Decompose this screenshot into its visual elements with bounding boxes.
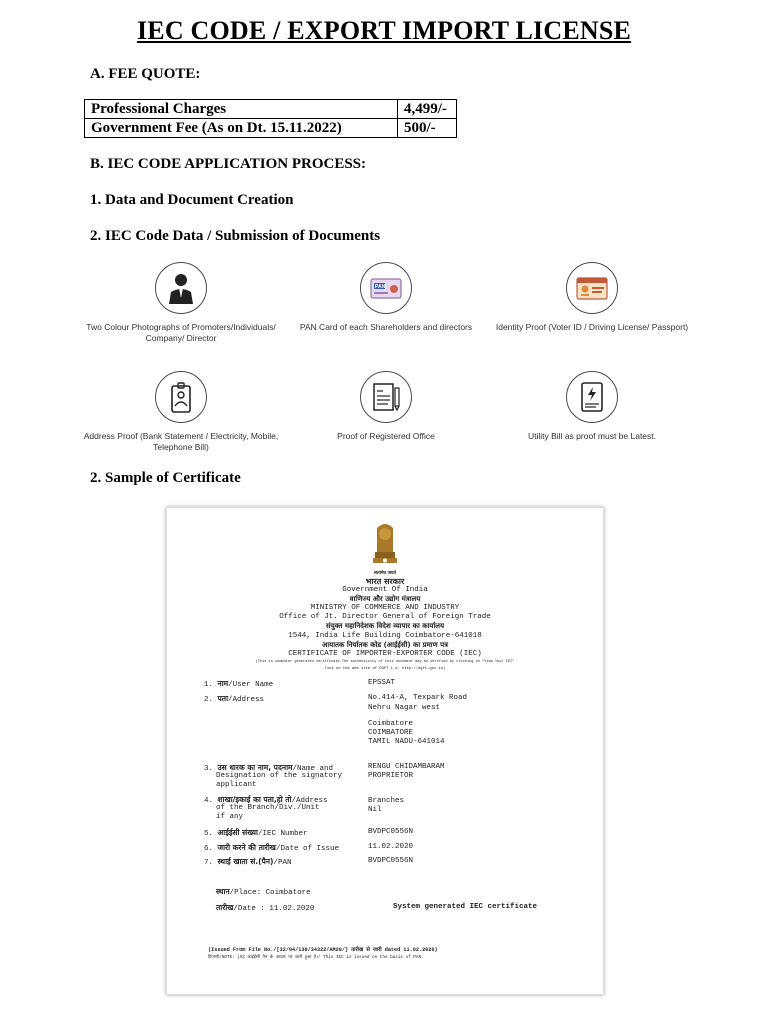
table-row — [85, 100, 457, 119]
pan-card-icon — [360, 262, 412, 314]
document-pen-icon — [360, 371, 412, 423]
field-number: 4. — [204, 797, 214, 805]
cert-header-line: संयुक्त महानिदेशक विदेश व्यापार का कार्यालय — [325, 622, 445, 630]
field-label: of the Branch/Div./Unit — [216, 804, 320, 812]
field-number: 6. — [204, 845, 214, 853]
field-number: 7. — [204, 859, 214, 867]
field-value: BVDPC0556N — [368, 828, 414, 836]
pan-card-label: PAN — [375, 284, 386, 290]
field-label: /Date of Issue — [275, 845, 339, 853]
field-hindi-label: पता — [217, 694, 229, 703]
fee-value: 500/- — [398, 119, 457, 138]
step-1-heading: 1. Data and Document Creation — [90, 192, 294, 208]
id-badge-icon — [155, 371, 207, 423]
fee-label: Government Fee (As on Dt. 15.11.2022) — [85, 119, 398, 138]
national-emblem-icon — [363, 522, 407, 572]
table-row — [85, 119, 457, 138]
field-number: 1. — [204, 681, 214, 689]
cert-header-line: link on the web site of DGFT i.e. http://dgft.gov.in) — [324, 667, 446, 671]
field-hindi-label: नाम — [217, 679, 229, 688]
field-value: EPSSAT — [368, 679, 396, 687]
doc-item-photographs — [66, 262, 296, 344]
field-value: Nehru Nagar west — [368, 704, 441, 712]
field-value: PROPRIETOR — [368, 772, 414, 780]
doc-caption: Two Colour Photographs of Promoters/Individuals/ Company/ Director — [86, 322, 276, 343]
cert-header-line: MINISTRY OF COMMERCE AND INDUSTRY — [310, 604, 460, 612]
cert-header-line: Office of Jt. Director General of Foreign Trade — [279, 613, 491, 621]
field-value: Nil — [368, 806, 382, 814]
field-label: /PAN — [273, 859, 292, 867]
fee-value: 4,499/- — [398, 100, 457, 119]
cert-place: /Place: Coimbatore — [229, 889, 311, 897]
field-label: applicant — [216, 781, 257, 789]
process-heading: B. IEC CODE APPLICATION PROCESS: — [90, 156, 367, 172]
sample-heading: 2. Sample of Certificate — [90, 470, 241, 486]
field-number: 3. — [204, 765, 214, 773]
cert-header-line: भारत सरकार — [365, 577, 405, 586]
field-value: RENGU CHIDAMBARAM — [368, 763, 445, 771]
field-label: /Name and — [292, 765, 334, 773]
fee-label: Professional Charges — [85, 100, 398, 119]
id-card-icon — [566, 262, 618, 314]
field-label: Designation of the signatory — [216, 772, 343, 780]
cert-note: टिप्पणी/NOTE: (यह आईईसी पैन के आधार पर जारी हुआ है।/ This IEC is issued on the basis of PAN. — [208, 955, 424, 960]
field-hindi-label: आईईसी संख्या — [217, 828, 258, 837]
field-label: /Address — [291, 797, 328, 805]
fee-quote-heading: A. FEE QUOTE: — [90, 66, 201, 82]
emblem-motto: सत्यमेव जयते — [373, 571, 397, 576]
cert-header-line: (This is computer generated certificate.The authenticity of this document may be verified by clicking on "View Your IEC" — [255, 660, 515, 664]
doc-item-identity-proof — [477, 262, 707, 333]
person-photo-icon — [155, 262, 207, 314]
field-hindi-label: उस धारक का नाम, पदनाम — [217, 763, 293, 772]
place-hindi-label: स्थान — [216, 887, 230, 896]
field-label: /User Name — [228, 681, 274, 689]
fee-table — [84, 99, 457, 138]
cert-header-line: CERTIFICATE OF IMPORTER-EXPORTER CODE (IEC) — [288, 650, 482, 658]
cert-header-line: Government Of India — [342, 586, 428, 594]
field-value: BVDPC0556N — [368, 857, 414, 865]
doc-caption: Address Proof (Bank Statement / Electricity, Mobile, Telephone Bill) — [83, 431, 279, 452]
doc-item-registered-office — [271, 371, 501, 442]
issued-from-line: (Issued From File No./[32/04/130/34322/AM20/] तारीख से जारी dated 11.02.2020) — [208, 947, 438, 953]
doc-caption: Proof of Registered Office — [337, 431, 435, 441]
field-number: 2. — [204, 696, 214, 704]
field-value: COIMBATORE — [368, 729, 414, 737]
date-hindi-label: तारीख — [216, 903, 234, 912]
field-label: /Address — [228, 696, 265, 704]
field-value: No.414-A, Texpark Road — [368, 694, 468, 702]
system-generated-note: System generated IEC certificate — [393, 903, 538, 911]
field-label: if any — [216, 813, 244, 821]
field-label: /IEC Number — [257, 830, 308, 838]
cert-header-line: आयातक निर्यातक कोड (आईईसी) का प्रमाण पत्र — [322, 641, 448, 649]
doc-caption: Utility Bill as proof must be Latest. — [527, 431, 657, 441]
field-hindi-label: जारी करने की तारीख — [217, 843, 276, 852]
doc-item-pan-card — [271, 262, 501, 333]
field-value: Branches — [368, 797, 405, 805]
utility-bill-icon — [566, 371, 618, 423]
field-hindi-label: शाखा/इकाई का पता,हो तो — [217, 795, 292, 804]
step-2-heading: 2. IEC Code Data / Submission of Documents — [90, 228, 381, 244]
field-value: 11.02.2020 — [368, 843, 414, 851]
doc-caption: Identity Proof (Voter ID / Driving License/ Passport) — [495, 322, 689, 332]
cert-header-line: 1544, India Life Building Coimbatore-641018 — [288, 632, 482, 640]
field-number: 5. — [204, 830, 214, 838]
cert-header-line: वाणिज्य और उद्योग मंत्रालय — [349, 595, 421, 603]
page-title: IEC CODE / EXPORT IMPORT LICENSE — [136, 16, 632, 45]
doc-caption: PAN Card of each Shareholders and directors — [299, 322, 473, 332]
doc-item-address-proof — [66, 371, 296, 453]
certificate-sample — [166, 507, 604, 995]
field-hindi-label: स्थाई खाता सं.(पैन) — [217, 857, 274, 866]
field-value: TAMIL NADU-641014 — [368, 738, 445, 746]
cert-date: /Date : 11.02.2020 — [233, 905, 315, 913]
field-value: Coimbatore — [368, 720, 414, 728]
doc-item-utility-bill — [477, 371, 707, 442]
